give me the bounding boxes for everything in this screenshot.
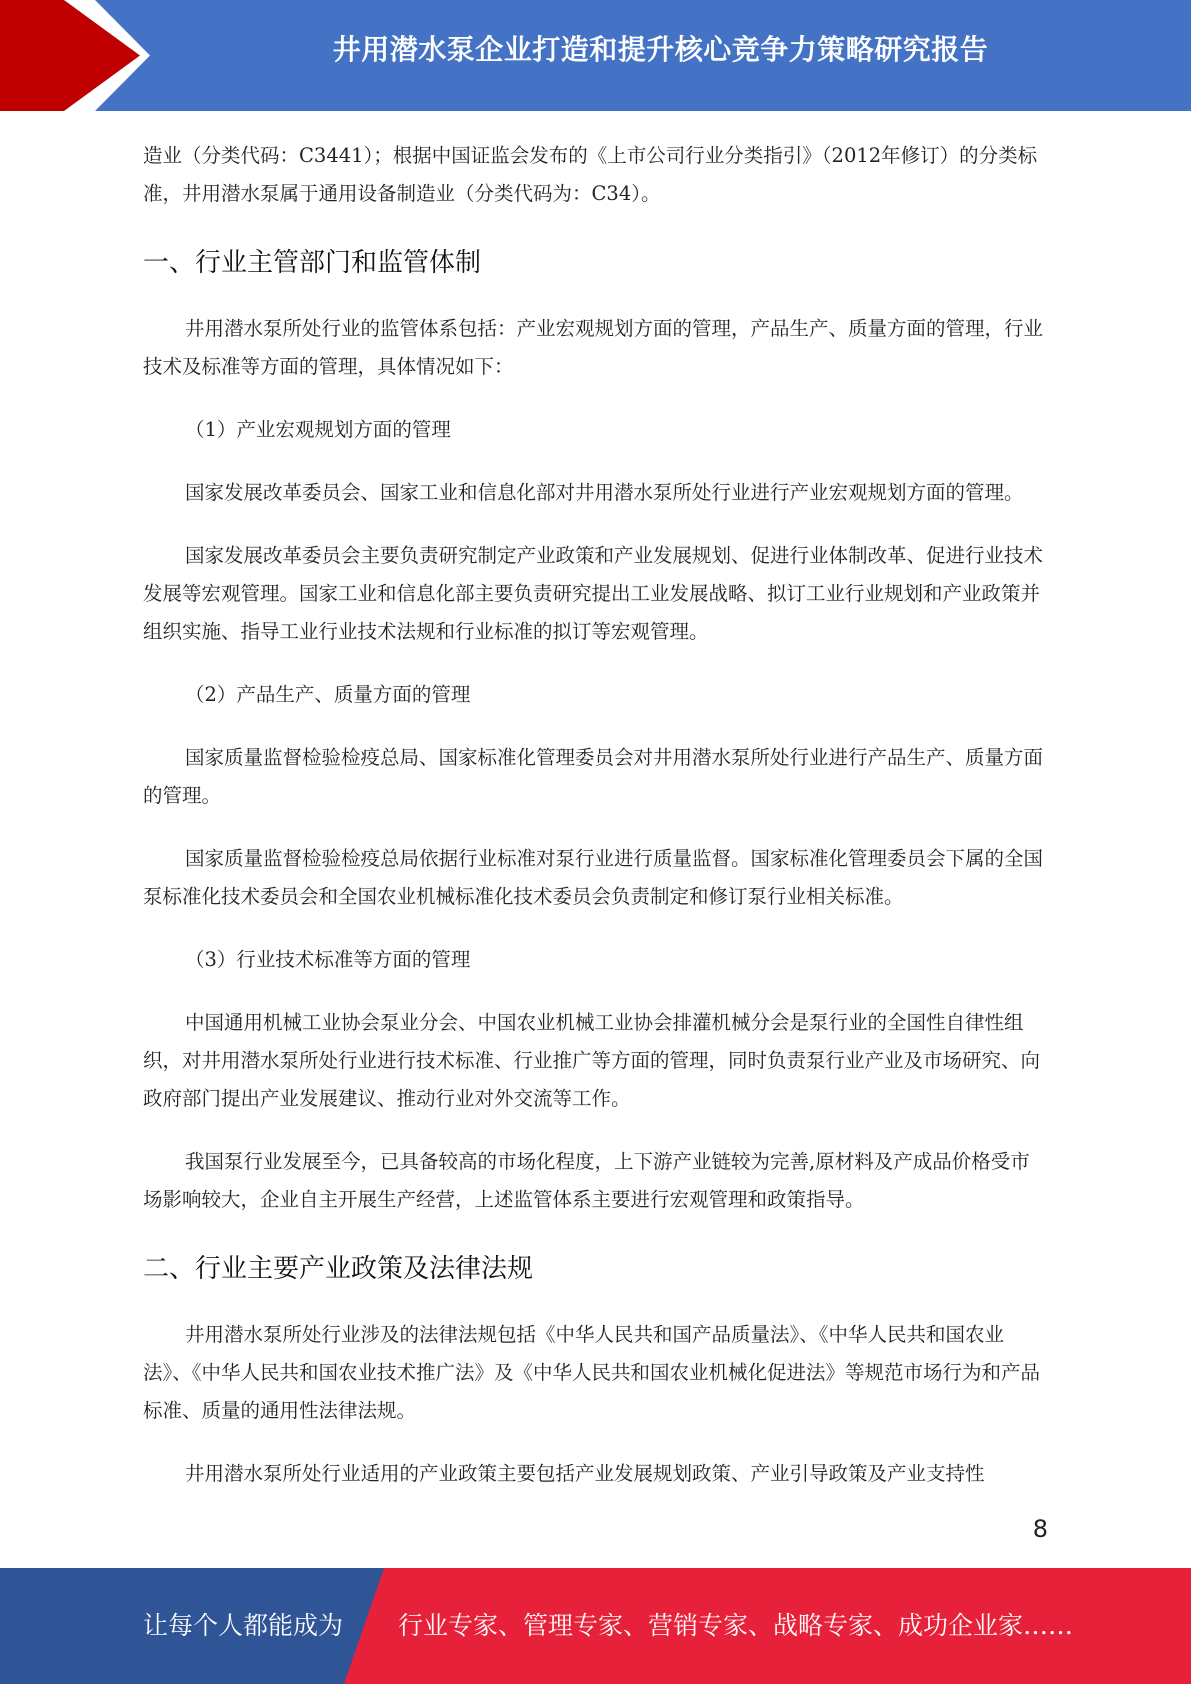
- paragraph: 井用潜水泵所处行业适用的产业政策主要包括产业发展规划政策、产业引导政策及产业支持性: [185, 1462, 985, 1485]
- paragraph: 井用潜水泵所处行业涉及的法律法规包括《中华人民共和国产品质量法》、《中华人民共和国农业法》、《中华人民共和国农业技术推广法》及《中华人民共和国农业机械化促进法》等规范市场行为和产品标准、质量的通用性法律法规。: [143, 1323, 1041, 1422]
- paragraph: 国家质量监督检验检疫总局、国家标准化管理委员会对井用潜水泵所处行业进行产品生产、质量方面的管理。: [143, 746, 1044, 807]
- header-arrow-decoration: [0, 0, 140, 111]
- paragraph-continuation: 造业（分类代码：C3441）；根据中国证监会发布的《上市公司行业分类指引》（2012年修订）的分类标准，井用潜水泵属于通用设备制造业（分类代码为：C34）。: [143, 144, 1038, 205]
- footer-slogan-left: 让每个人都能成为: [143, 1611, 344, 1640]
- subsection-title: （3）行业技术标准等方面的管理: [185, 948, 471, 971]
- footer-slogan-right: 行业专家、管理专家、营销专家、战略专家、成功企业家……: [398, 1611, 1074, 1640]
- section-heading-regulation: 一、行业主管部门和监管体制: [143, 248, 482, 278]
- section-heading-policies: 二、行业主要产业政策及法律法规: [143, 1254, 534, 1284]
- paragraph: 国家发展改革委员会、国家工业和信息化部对井用潜水泵所处行业进行产业宏观规划方面的管理。: [185, 481, 1024, 504]
- page-footer: [0, 1568, 1191, 1684]
- page-header: [0, 0, 1191, 111]
- paragraph: 国家质量监督检验检疫总局依据行业标准对泵行业进行质量监督。国家标准化管理委员会下属的全国泵标准化技术委员会和全国农业机械标准化技术委员会负责制定和修订泵行业相关标准。: [143, 847, 1044, 908]
- subsection-title: （2）产品生产、质量方面的管理: [185, 683, 471, 706]
- paragraph: 我国泵行业发展至今，已具备较高的市场化程度，上下游产业链较为完善,原材料及产成品价格受市场影响较大，企业自主开展生产经营，上述监管体系主要进行宏观管理和政策指导。: [143, 1150, 1030, 1211]
- paragraph: 国家发展改革委员会主要负责研究制定产业政策和产业发展规划、促进行业体制改革、促进行业技术发展等宏观管理。国家工业和信息化部主要负责研究提出工业发展战略、拟订工业行业规划和产业政策并组织实施、指导工业行业技术法规和行业标准的拟订等宏观管理。: [143, 544, 1044, 643]
- subsection-title: （1）产业宏观规划方面的管理: [185, 418, 451, 441]
- paragraph: 井用潜水泵所处行业的监管体系包括：产业宏观规划方面的管理，产品生产、质量方面的管理，行业技术及标准等方面的管理，具体情况如下：: [143, 317, 1044, 378]
- page-number: 8: [1032, 1515, 1048, 1543]
- paragraph: 中国通用机械工业协会泵业分会、中国农业机械工业协会排灌机械分会是泵行业的全国性自律性组织，对井用潜水泵所处行业进行技术标准、行业推广等方面的管理，同时负责泵行业产业及市场研究、向政府部门提出产业发展建议、推动行业对外交流等工作。: [143, 1011, 1041, 1110]
- report-title: 井用潜水泵企业打造和提升核心竞争力策略研究报告: [332, 33, 989, 66]
- document-body: [143, 137, 1048, 1493]
